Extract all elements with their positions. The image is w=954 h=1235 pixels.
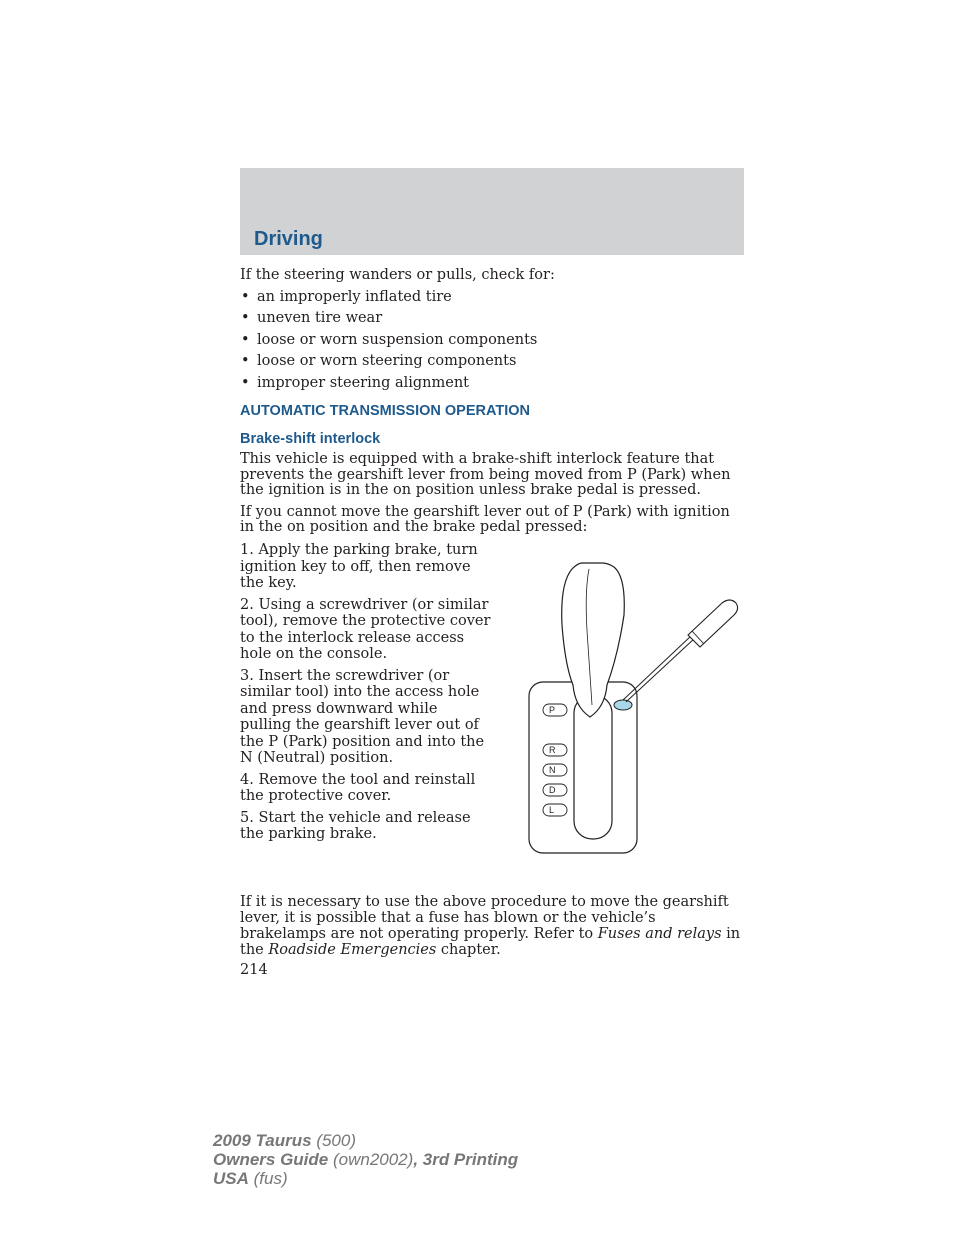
footer-market: USA <box>213 1169 249 1188</box>
step-2: 2. Using a screwdriver (or similar tool), remove the protective cover to the interlock release access hole on the console. <box>240 596 491 662</box>
footer-guide-code: (own2002) <box>328 1150 414 1169</box>
footer-line-3 <box>213 1169 518 1188</box>
gearshift-illustration <box>522 555 746 857</box>
closing-text-2: in the <box>240 926 741 958</box>
step-3: 3. Insert the screwdriver (or similar tool) into the access hole and press downward while pulling the gearshift lever out of the P (Park) position and into the N (Neutral) position. <box>240 667 485 766</box>
step-1: 1. Apply the parking brake, turn ignition key to off, then remove the key. <box>240 542 478 591</box>
list-item: • improper steering alignment <box>240 376 746 392</box>
screwdriver-shaft-b <box>626 638 695 702</box>
reference-fuses-and-relays: Fuses and relays <box>597 926 722 942</box>
section-heading: AUTOMATIC TRANSMISSION OPERATION <box>240 403 530 419</box>
gear-gate-slot <box>574 695 612 839</box>
list-item: • loose or worn suspension components <box>240 333 746 349</box>
closing-text-3: chapter. <box>436 942 501 958</box>
gear-label-n: N <box>549 765 556 775</box>
footer-guide: Owners Guide <box>213 1150 329 1169</box>
screwdriver-icon <box>623 600 738 702</box>
screwdriver-shaft-a <box>623 635 692 700</box>
gear-label-d: D <box>549 785 556 795</box>
main-content <box>240 268 746 542</box>
footer-model: 2009 Taurus <box>213 1131 312 1150</box>
list-item: • uneven tire wear <box>240 311 746 327</box>
procedure-steps <box>240 542 492 848</box>
step-5: 5. Start the vehicle and release the parking brake. <box>240 809 471 842</box>
gear-label-p: P <box>549 705 556 715</box>
footer-line-2 <box>213 1150 518 1169</box>
gear-label-r: R <box>549 745 556 755</box>
interlock-description: This vehicle is equipped with a brake-shift interlock feature that prevents the gearshift lever from being moved from P (Park) when the ignition is in the on position unless brake pedal is pressed. <box>240 451 731 498</box>
subsection-heading: Brake-shift interlock <box>240 431 381 447</box>
check-list <box>240 290 746 392</box>
list-item: • loose or worn steering components <box>240 354 746 370</box>
reference-roadside-emergencies: Roadside Emergencies <box>268 942 437 958</box>
page-number: 214 <box>240 962 268 978</box>
section-title: Driving <box>254 228 323 250</box>
closing-text-1: If it is necessary to use the above procedure to move the gearshift lever, it is possible that a fuse has blown or the vehicle’s brakelamps are not operating properly. Refer to <box>240 894 729 942</box>
screwdriver-handle <box>688 600 738 647</box>
footer-model-code: (500) <box>311 1131 357 1150</box>
list-item: • an improperly inflated tire <box>240 290 746 306</box>
gear-label-l-box <box>543 804 567 816</box>
section-header-band <box>240 168 744 255</box>
footer-market-code: (fus) <box>248 1169 288 1188</box>
footer-printing: , 3rd Printing <box>413 1150 519 1169</box>
closing-section <box>240 894 746 978</box>
intro-text: If the steering wanders or pulls, check for: <box>240 267 555 283</box>
closing-paragraph <box>240 894 746 958</box>
interlock-instructions-lead: If you cannot move the gearshift lever out of P (Park) with ignition in the on position and the brake pedal pressed: <box>240 503 730 535</box>
document-footer <box>213 1131 518 1188</box>
interlock-access-hole <box>614 700 632 710</box>
footer-line-1 <box>213 1131 518 1150</box>
gear-label-l: L <box>549 805 555 815</box>
step-4: 4. Remove the tool and reinstall the protective cover. <box>240 771 476 804</box>
